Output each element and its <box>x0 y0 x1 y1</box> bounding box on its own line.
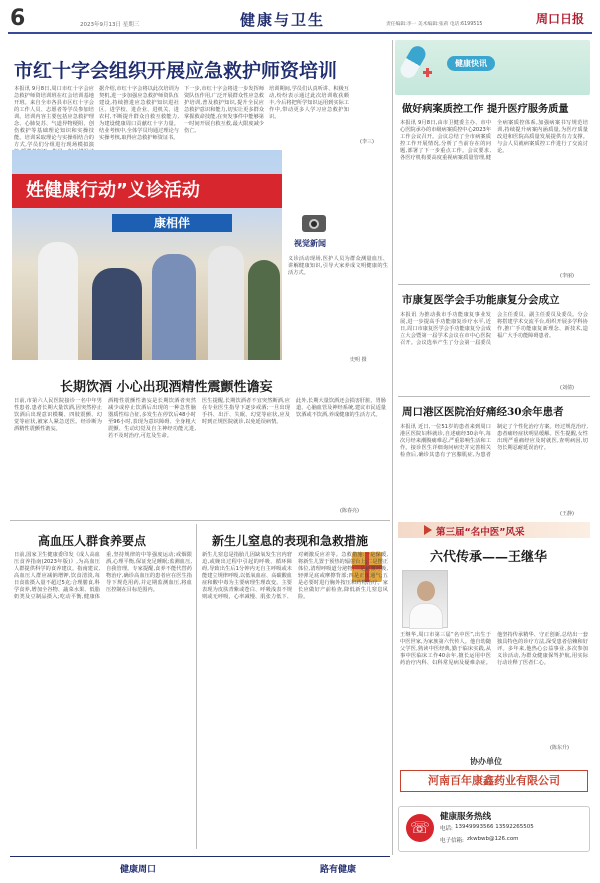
hypertension-text: 日前,国家卫生健康委印发《成人高血压食养指南(2023年版)》,为高血压人群提供科学的食养建议。指南建议,高血压人群应减钠增钾,饮食清淡,每日食盐摄入量不超过5克;合理膳食,科学食养,增加全谷物、蔬菜水果、低脂奶类及豆制品摄入;吃动平衡,健康体重,坚持规律的中等强度运动;戒烟限酒,心理平衡,保证充足睡眠;监测血压,自我管理。专家提醒,食养不能代替药物治疗,确诊高血压的患者应在医生指导下规范用药,并定期监测血压,将血压控制在目标范围内。 <box>14 552 192 600</box>
column-divider <box>392 40 393 855</box>
camera-icon <box>302 215 326 232</box>
section-divider <box>10 520 390 521</box>
cross-icon <box>423 68 432 77</box>
right1-headline: 做好病案质控工作 提升医疗服务质量 <box>402 103 569 115</box>
top-article-col2: 据介绍,市红十字会将以此次培训为契机,进一步加强应急救护师资队伍建设,持续推进应急救护知识进社区、进学校、进企业、进机关、进农村,不断提升群众自救互救能力,为建设健康周口贡献红十字力量。结业考核中,全体学员均通过理论与实操考核,取得应急救护师资证书。 <box>99 86 179 141</box>
mid-headline: 长期饮酒 小心出现酒精性震颤性谵妄 <box>60 380 273 395</box>
mid-article-col1: 日前,市第六人民医院接诊一名中年男性患者,患者长期大量饮酒,因突然停止饮酒后出现意识模糊、四肢震颤、幻觉等症状,被家人紧急送医。经诊断为酒精性震颤性谵妄。 <box>14 398 102 432</box>
hotline-title: 健康服务热线 <box>440 812 492 822</box>
top-article-byline: (李三) <box>360 139 374 145</box>
page-number: 6 <box>10 6 26 31</box>
photo-caption: 义诊活动现场,医护人员为群众测量血压、讲解健康知识,引导大家养成文明健康的生活方式。 <box>288 256 388 276</box>
right3-text: 本报讯 近日,一位51岁的患者来到周口港区医院妇科就诊,自述痛经30余年,每次月经来潮腹痛难忍,严重影响生活和工作。接诊医生详细询问病史并完善相关检查后,确诊其患有子宫腺肌症,为患者制定了个性化治疗方案。经过规范治疗,患者痛经症状明显缓解。医生提醒,女性出现严重痛经应及时就医,查明病因,切勿长期忍耐延误治疗。 <box>400 424 588 458</box>
sponsor-label: 协办单位 <box>470 757 502 766</box>
hypertension-headline: 高血压人群食养要点 <box>38 534 147 548</box>
person-figure <box>38 242 78 360</box>
footer-right-label: 路有健康 <box>320 865 357 875</box>
mid-article-col2: 酒精性震颤性谵妄是长期饮酒者突然减少或停止饮酒后出现的一种急性脑器质性综合征,多发生在停饮后48小时至96小时,表现为意识障碍、全身粗大震颤、生动幻觉及自主神经功能亢进,若不及时治疗,可危及生命。 <box>108 398 196 439</box>
person-figure <box>208 246 244 360</box>
hotline-email-label: 电子信箱: <box>440 838 464 844</box>
right3-headline: 周口港区医院治好痛经30余年患者 <box>402 406 564 418</box>
newborn-headline: 新生儿窒息的表现和急救措施 <box>212 534 369 548</box>
doctor-portrait <box>402 570 448 628</box>
issue-date: 2023年9月13日 星期三 <box>80 22 140 28</box>
top-article-col3: 下一步,市红十字会将进一步发挥师资队伍作用,广泛开展群众性应急救护培训,普及救护知识,提升全民应急救护意识和能力,切实让更多群众掌握救命技能,在突发事件中能够第一时间开展自救互救,最大限度减少伤亡。 <box>184 86 264 134</box>
right3-byline: (王静) <box>560 511 574 517</box>
top-article-col1: 本报讯 9月8日,周口市红十字会应急救护师资培训班在红会培训基地开班。来自全市各县市区红十字会的工作人员、志愿者等学员参加培训。培训内容主要包括应急救护理念、心肺复苏、气道异物梗阻、创伤救护等基础理论知识和实操技能。培训采取理论与实操相结合的方式,学员们分组进行现场模拟演 <box>14 86 94 148</box>
section-title: 健康与卫生 <box>240 11 326 29</box>
hotline-phone-label: 电话: <box>440 826 453 832</box>
right4-text: 王继华,周口市第三届“名中医”,出生于中医世家,为家族第六代传人。他自幼随父学医,熟读中医经典,勤于临床实践,从事中医临床工作40余年,擅长运用中医药治疗内科、妇科常见病及疑难杂症。他坚持传承精华、守正创新,总结出一套独具特色的诊疗方法,深受患者信赖和好评。多年来,他热心公益事业,多次参加义诊活动,为群众健康保驾护航,用实际行动诠释了医者仁心。 <box>400 632 588 666</box>
phone-icon: ☏ <box>406 814 434 842</box>
photo-credit: 史明 摄 <box>350 357 367 363</box>
masthead-rule <box>8 32 592 34</box>
column-divider <box>196 524 197 849</box>
hotline-email: zkwbwb@126.com <box>467 836 519 842</box>
mingzhongyi-section-title: 第三届“名中医”风采 <box>436 527 525 538</box>
section-divider <box>398 396 590 397</box>
person-figure <box>248 260 280 360</box>
right4-headline: 六代传承——王继华 <box>430 550 548 565</box>
hotline-phone: 13949993566 13592265505 <box>455 824 534 830</box>
section-divider <box>398 284 590 285</box>
right1-byline: (李丽) <box>560 273 574 279</box>
newborn-text: 新生儿窒息是指胎儿因缺氧发生宫内窘迫,或娩出过程中引起的呼吸、循环障碍,导致出生后1分钟内无自主呼吸或未能建立规律呼吸,以低氧血症、高碳酸血症和酸中毒为主要病理生理改变。主要表现为皮肤青紫或苍白、呼吸浅表不规则或无呼吸、心率减慢、肌张力低下、对刺激反应差等。急救措施:一是保暖,将新生儿置于预热的辐射台上;二是摆正体位,清理呼吸道分泌物;三是刺激呼吸,轻弹足底或摩擦背部;四是正压通气;五是必要时进行胸外按压和药物治疗。家长应做好产前检查,降低新生儿窒息风险。 <box>202 552 388 600</box>
right1-text: 本报讯 9月8日,由市卫健委主办、市中心医院承办的市级病案质控中心2023年工作会议召开。会议总结了全市病案质控工作开展情况,分析了当前存在的问题,部署了下一步重点工作。会议要求,各医疗机构要高度重视病案质量管理,健全病案质控体系,加强病案书写规范培训,持续提升病案内涵质量,为医疗质量改进和医院高质量发展提供有力支撑。与会人员就病案质控工作进行了交流讨论。 <box>400 120 588 161</box>
newspaper-logo: 周口日报 <box>536 12 585 26</box>
mid-article-col4: 此外,长期大量饮酒还会损害肝脏、胃肠道、心脑血管及神经系统,建议市民适量饮酒或不饮酒,养成健康的生活方式。 <box>296 398 386 418</box>
person-figure <box>92 268 142 360</box>
photo-sub-banner: 康相伴 <box>112 214 232 232</box>
news-photo <box>12 150 282 360</box>
mid-article-byline: (陈春亮) <box>340 508 359 514</box>
visual-news-tag: 视觉新闻 <box>294 239 326 248</box>
right2-byline: (刘倩) <box>560 385 574 391</box>
sponsor-box: 河南百年康鑫药业有限公司 <box>400 770 588 792</box>
right2-headline: 市康复医学会手功能康复分会成立 <box>402 294 560 306</box>
triangle-icon <box>424 525 432 535</box>
editor-credit: 责任编辑:李一 美术编辑:张莉 电话:6199515 <box>386 22 483 27</box>
top-article-col4: 培训期间,学员们认真听讲、积极互动,纷纷表示通过此次培训收获颇丰,今后将把所学知识运用到实际工作中,带动更多人学习应急救护知识。 <box>269 86 349 120</box>
footer-left-label: 健康周口 <box>120 865 157 875</box>
mid-article-col3: 医生提醒,长期饮酒者不宜突然断酒,应在专业医生指导下逐步戒酒;一旦出现手抖、出汗、失眠、幻觉等症状,应及时到正规医院就诊,以免延误病情。 <box>202 398 290 425</box>
right2-text: 本报讯 为推动我市手功能康复事业发展,进一步提高手功能康复诊疗水平,近日,周口市康复医学会手功能康复分会成立大会暨第一届学术会议在市中心医院召开。会议选举产生了分会第一届委员会主任委员、副主任委员及委员。分会将搭建学术交流平台,组织开展多学科协作,推广手功能康复新理念、新技术,造福广大手功能障碍患者。 <box>400 312 588 346</box>
photo-banner: 姓健康行动”义诊活动 <box>12 174 282 208</box>
banner-tag: 健康快讯 <box>447 56 495 71</box>
top-headline: 市红十字会组织开展应急救护师资培训 <box>14 60 338 82</box>
health-flash-banner <box>395 40 590 95</box>
person-figure <box>152 254 196 360</box>
right4-byline: (陈东升) <box>550 745 569 751</box>
footer-rule <box>10 856 390 857</box>
